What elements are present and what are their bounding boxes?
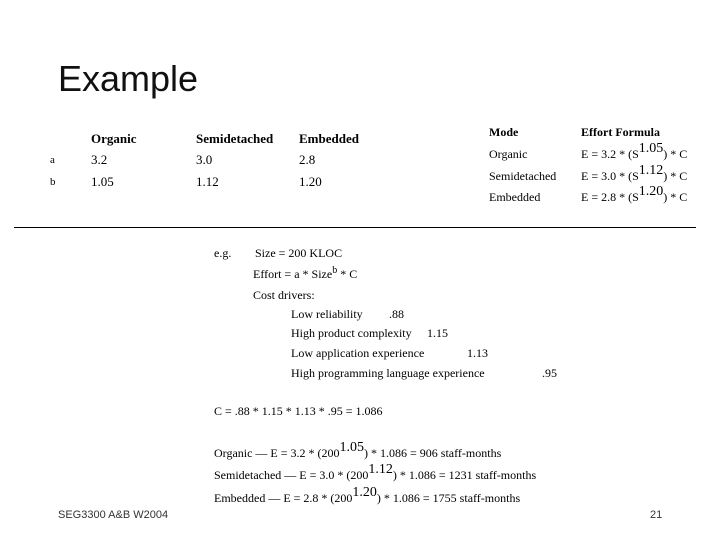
driver-value: .95 (542, 366, 557, 380)
header-embedded: Embedded (299, 131, 359, 146)
driver-name: Low application experience (291, 346, 425, 360)
cell-a-semidetached: 3.0 (196, 152, 213, 167)
driver-name: High programming language experience (291, 366, 485, 380)
formula-semidetached: $E = 3.0 * (S^{1.12}) * C$ (581, 163, 688, 183)
driver-name: High product complexity (291, 326, 412, 340)
page-number: 21 (650, 509, 663, 521)
divider-line (14, 227, 696, 228)
mode-organic: Organic (489, 147, 528, 161)
header-effort-formula: Effort Formula (581, 125, 660, 139)
result-organic: Organic — $E = 3.2 * (200^{1.05}) * 1.086 = 906$ staff-months (214, 440, 502, 460)
formula-organic: $E = 3.2 * (S^{1.05}) * C$ (581, 141, 688, 161)
cost-drivers-label: Cost drivers: (253, 288, 315, 302)
cell-b-embedded: 1.20 (299, 174, 322, 189)
cell-b-semidetached: 1.12 (196, 174, 219, 189)
result-semidetached: Semidetached — $E = 3.0 * (200^{1.12}) * 1.086 = 1231$ staff-months (214, 462, 537, 482)
header-organic: Organic (91, 131, 137, 146)
row-label-b: b (50, 176, 56, 188)
size-line: Size = 200 KLOC (255, 246, 343, 260)
cell-b-organic: 1.05 (91, 174, 114, 189)
mode-embedded: Embedded (489, 190, 541, 204)
effort-line: Effort = a * Size$^b$ * C (253, 265, 358, 281)
slide-title: Example (58, 58, 199, 99)
result-embedded: Embedded — $E = 2.8 * (200^{1.20}) * 1.086 = 1755$ staff-months (214, 485, 521, 505)
mode-semidetached: Semidetached (489, 169, 557, 183)
header-mode: Mode (489, 125, 519, 139)
row-label-a: a (50, 154, 55, 166)
driver-name: Low reliability (291, 307, 363, 321)
eg-label: e.g. (214, 246, 232, 260)
footer-course-label: SEG3300 A&B W2004 (58, 509, 169, 521)
cell-a-organic: 3.2 (91, 152, 108, 167)
formula-embedded: $E = 2.8 * (S^{1.20}) * C$ (581, 184, 688, 204)
driver-value: 1.13 (467, 346, 488, 360)
header-semidetached: Semidetached (196, 131, 274, 146)
driver-value: .88 (389, 307, 404, 321)
cell-a-embedded: 2.8 (299, 152, 316, 167)
c-calculation: C = .88 * 1.15 * 1.13 * .95 = 1.086 (214, 404, 383, 418)
driver-value: 1.15 (427, 326, 448, 340)
